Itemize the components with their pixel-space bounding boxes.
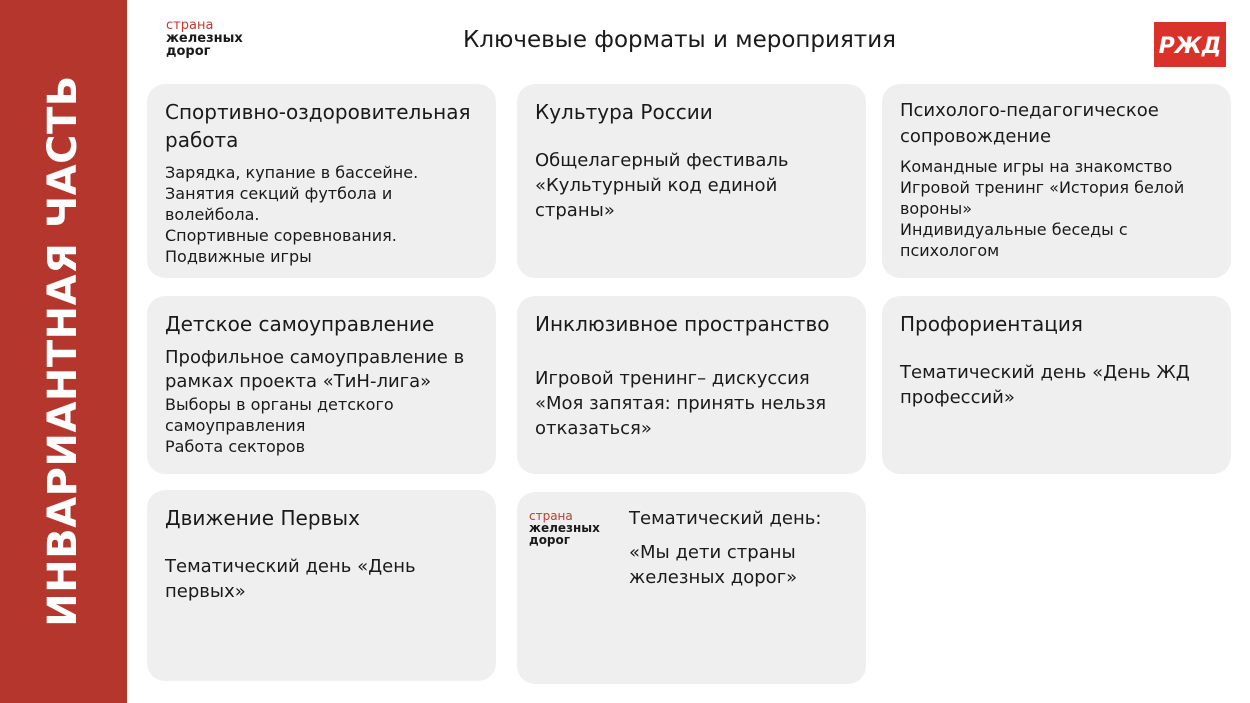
card-railway-day [517,492,866,684]
card-self-government [147,296,496,474]
card-line: Игровой тренинг– дискуссия «Моя запятая: принять нельзя отказаться» [535,368,827,439]
brand-line-1: страна [529,509,573,523]
card-line: Зарядка, купание в бассейне. [165,163,419,182]
card-line: Тематический день «День ЖД профессий» [900,362,1190,408]
rzd-logo-icon [1154,22,1226,67]
brand-logo [166,19,243,58]
side-label: ИНВАРИАНТНАЯ ЧАСТЬ [40,75,86,627]
card-title: Психолого-педагогическое сопровождение [900,100,1159,147]
rzd-logo-text: РЖД [1158,34,1222,59]
card-body [900,156,1213,261]
card-line: Спортивные соревнования. [165,226,397,245]
card-title: Детское самоуправление [165,312,435,336]
card-inclusive [517,296,866,474]
card-body [535,366,848,441]
brand-line-1: страна [166,18,214,33]
brand-line-2: железных [166,31,243,46]
card-line: «Мы дети страны железных дорог» [629,542,798,588]
card-title: Движение Первых [165,506,360,530]
page-title: Ключевые форматы и мероприятия [463,27,896,53]
brand-line-2: железных [529,521,600,535]
card-body [900,360,1213,410]
card-body [535,148,848,223]
card-psychology [882,84,1231,278]
card-sport [147,84,496,278]
card-text [629,506,859,590]
card-brand-logo [529,510,600,546]
card-title: Инклюзивное пространство [535,312,830,336]
card-title: Тематический день: [629,508,822,529]
brand-line-3: дорог [529,533,571,547]
card-title: Профориентация [900,312,1083,336]
card-title: Культура России [535,100,713,124]
card-culture [517,84,866,278]
card-line: Общелагерный фестиваль «Культурный код единой страны» [535,150,789,221]
card-body [165,346,478,457]
card-movement-first [147,490,496,681]
card-body [165,554,478,604]
card-line: Тематический день «День первых» [165,556,416,602]
card-body [165,162,478,267]
card-line: Командные игры на знакомство [900,157,1173,176]
card-line: Выборы в органы детского самоуправления [165,395,394,435]
card-line: Подвижные игры [165,247,312,266]
card-line: Занятия секций футбола и волейбола. [165,184,393,224]
rzd-logo [1154,22,1226,67]
brand-line-3: дорог [166,44,211,59]
card-line: Индивидуальные беседы с психологом [900,220,1128,260]
card-line: Игровой тренинг «История белой вороны» [900,178,1185,218]
side-band [0,0,127,703]
card-title: Спортивно-оздоровительная работа [165,100,471,152]
card-lead: Профильное самоуправление в рамках проекта «ТиН-лига» [165,347,465,392]
card-line: Работа секторов [165,437,306,456]
card-career [882,296,1231,474]
